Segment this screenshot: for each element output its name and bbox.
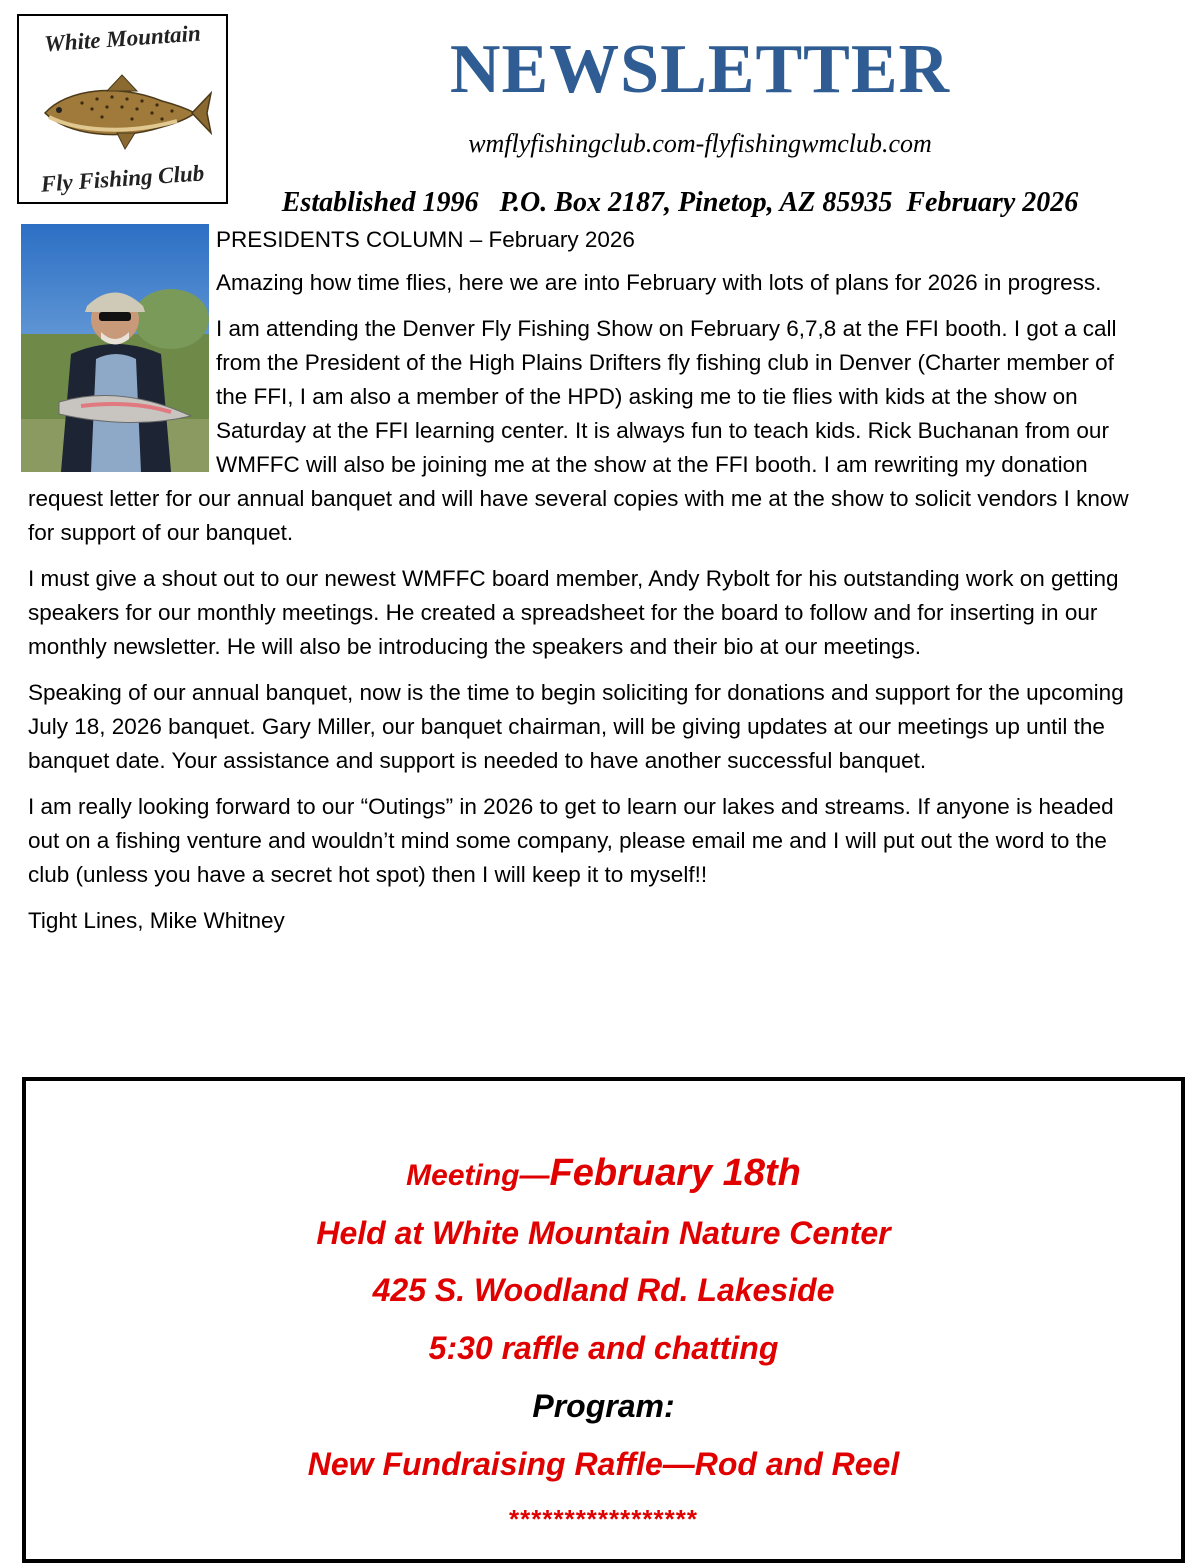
column-signoff: Tight Lines, Mike Whitney — [28, 908, 285, 933]
program-label: Program: — [532, 1388, 675, 1424]
column-paragraph: Speaking of our annual banquet, now is the time to begin soliciting for donations and support for the upcoming July 18, 2026 banquet. Gary Miller, our banquet chairman, will be giving updates at our meetings up until the banquet date. Your assistance and support is needed to have another successful banquet. — [28, 680, 1124, 773]
column-paragraph: I am attending the Denver Fly Fishing Show on February 6,7,8 at the FFI booth. I got a call from the President of the High Plains Drifters fly fishing club in Denver (Charter member of the FFI, I am also a member of the HPD) asking me to tie flies with kids at the show on Saturday at the FFI learning center. It is always fun to teach kids. Rick Buchanan from our WMFFC will also be joining me at the show at the FFI booth. I am rewriting my donation request letter for our annual banquet and will have several copies with me at the show to solicit vendors I know for support of our banquet. — [28, 316, 1129, 545]
meeting-info-box — [22, 1077, 1185, 1563]
trout-icon — [37, 61, 212, 161]
logo-bottom-text: Fly Fishing Club — [39, 160, 205, 197]
meeting-heading — [26, 1153, 1181, 1196]
website-line: wmflyfishingclub.com-flyfishingwmclub.com — [468, 129, 932, 158]
column-paragraph: Amazing how time flies, here we are into February with lots of plans for 2026 in progress. — [216, 270, 1102, 295]
logo-top-text: White Mountain — [43, 20, 202, 57]
photo-spacer — [28, 226, 216, 476]
meeting-address: 425 S. Woodland Rd. Lakeside — [372, 1272, 835, 1308]
established-line: Established 1996 P.O. Box 2187, Pinetop, AZ 85935 February 2026 — [281, 187, 1079, 218]
presidents-column — [28, 226, 1142, 950]
stars-divider: ***************** — [508, 1504, 698, 1534]
meeting-date: February 18th — [549, 1152, 801, 1194]
meeting-location: Held at White Mountain Nature Center — [316, 1215, 891, 1251]
program-description: New Fundraising Raffle—Rod and Reel — [307, 1446, 900, 1482]
column-paragraph: I am really looking forward to our “Outings” in 2026 to get to learn our lakes and streams. If anyone is headed out on a fishing venture and wouldn’t mind some company, please email me and I will put out the word to the club (unless you have a secret hot spot) then I will keep it to myself!! — [28, 794, 1114, 887]
column-heading: PRESIDENTS COLUMN – February 2026 — [216, 227, 635, 252]
meeting-label: Meeting— — [406, 1159, 550, 1192]
club-logo — [17, 14, 228, 204]
column-paragraph: I must give a shout out to our newest WMFFC board member, Andy Rybolt for his outstanding work on getting speakers for our monthly meetings. He created a spreadsheet for the board to follow and for inserting in our monthly newsletter. He will also be introducing the speakers and their bio at our meetings. — [28, 566, 1119, 659]
meeting-time: 5:30 raffle and chatting — [428, 1330, 779, 1366]
newsletter-title: NEWSLETTER — [449, 31, 951, 108]
